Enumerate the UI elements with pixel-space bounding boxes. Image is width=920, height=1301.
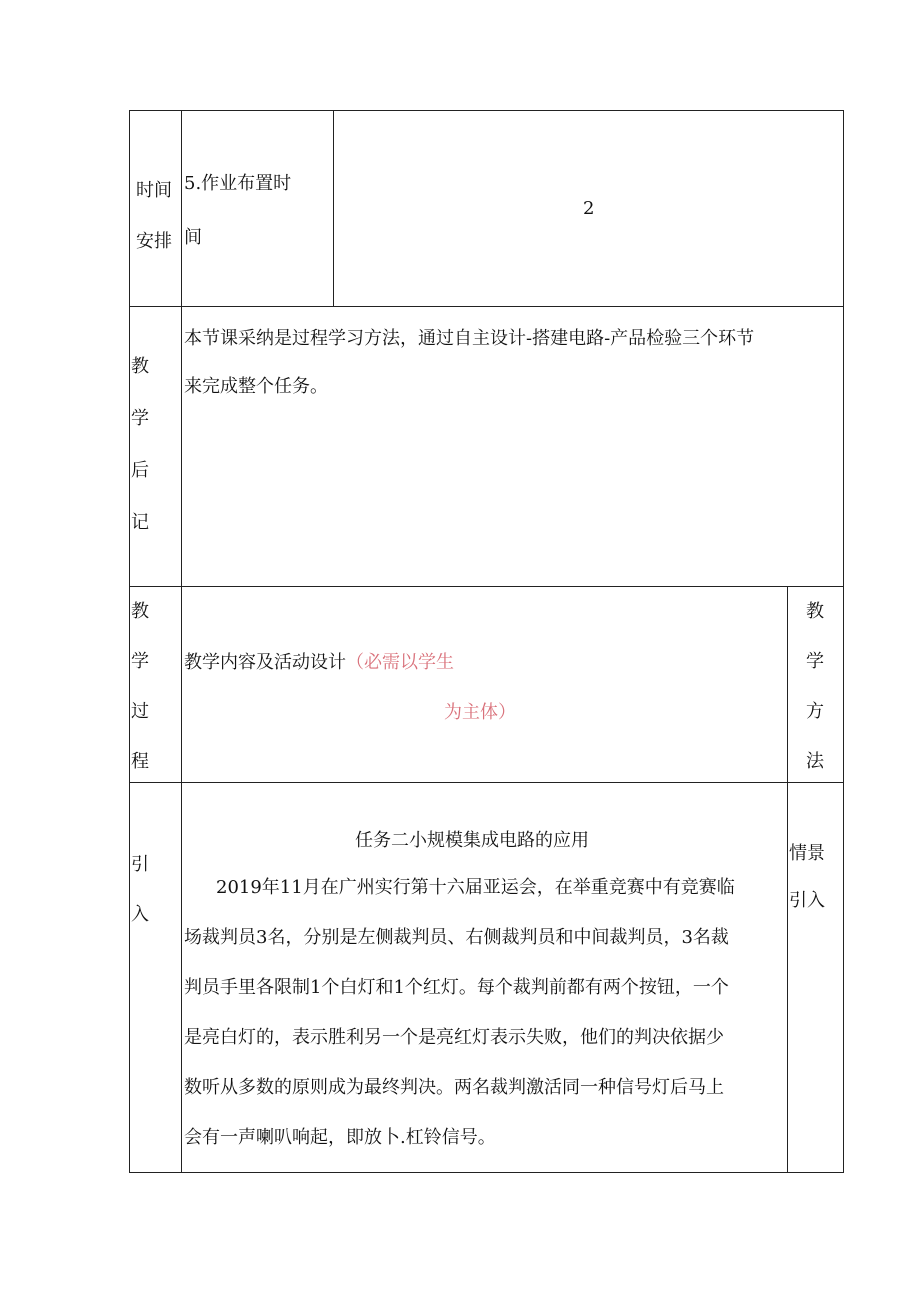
postscript-label-char: 记 (131, 512, 149, 533)
table-border-right (843, 110, 844, 1173)
intro-method-line2: 引入 (789, 890, 825, 911)
method-label-char: 法 (806, 751, 824, 772)
column-divider-label (181, 110, 182, 1173)
intro-method-line1: 情景 (789, 843, 825, 864)
process-label-char: 学 (131, 651, 149, 672)
schedule-item-line1: 5.作业布置时 (184, 173, 292, 194)
intro-line: 2019年11月在广州实行第十六届亚运会，在举重竞赛中有竞赛临 (216, 877, 735, 898)
intro-label-char: 入 (131, 904, 149, 925)
schedule-label-line2: 安排 (136, 231, 172, 252)
content-title-note-line2: 为主体） (444, 702, 516, 723)
process-label-char: 教 (131, 601, 149, 622)
column-divider-schedule-value (333, 110, 334, 306)
postscript-text-line1: 本节课采纳是过程学习方法，通过自主设计-搭建电路-产品检验三个环节 (184, 328, 755, 349)
schedule-value: 2 (583, 198, 595, 219)
intro-label-char: 引 (131, 854, 149, 875)
postscript-label-char: 后 (131, 460, 149, 481)
content-title-note: （必需以学生 (346, 652, 454, 673)
row-divider-schedule (129, 306, 844, 307)
intro-line: 会有一声喇叭响起，即放卜.杠铃信号。 (184, 1127, 496, 1148)
intro-line: 场裁判员3名，分别是左侧裁判员、右侧裁判员和中间裁判员，3名裁 (184, 927, 729, 948)
method-label-char: 方 (806, 701, 824, 722)
content-title-line1 (184, 654, 454, 672)
intro-line: 是亮白灯的，表示胜利另一个是亮红灯表示失败，他们的判决依据少 (184, 1027, 724, 1048)
method-label-char: 学 (806, 651, 824, 672)
schedule-label-line1: 时间 (136, 180, 172, 201)
process-label-char: 过 (131, 701, 149, 722)
process-label-char: 程 (131, 751, 149, 772)
table-border-left (129, 110, 130, 1173)
column-divider-method (787, 586, 788, 1173)
postscript-label-char: 学 (131, 408, 149, 429)
method-label-char: 教 (806, 601, 824, 622)
intro-paragraph (184, 863, 784, 1163)
content-title-black: 教学内容及活动设计 (184, 652, 346, 673)
intro-line: 判员手里各限制1个白灯和1个红灯。每个裁判前都有两个按钮，一个 (184, 977, 729, 998)
intro-title: 任务二小规模集成电路的应用 (355, 830, 589, 851)
postscript-text-line2: 来完成整个任务。 (184, 376, 328, 397)
intro-line: 数听从多数的原则成为最终判决。两名裁判激活同一种信号灯后马上 (184, 1077, 724, 1098)
table-border-bottom (129, 1172, 844, 1173)
row-divider-process-header (129, 782, 844, 783)
schedule-item-line2: 间 (184, 227, 202, 248)
table-border-top (129, 110, 844, 111)
row-divider-postscript (129, 586, 844, 587)
postscript-label-char: 教 (131, 356, 149, 377)
